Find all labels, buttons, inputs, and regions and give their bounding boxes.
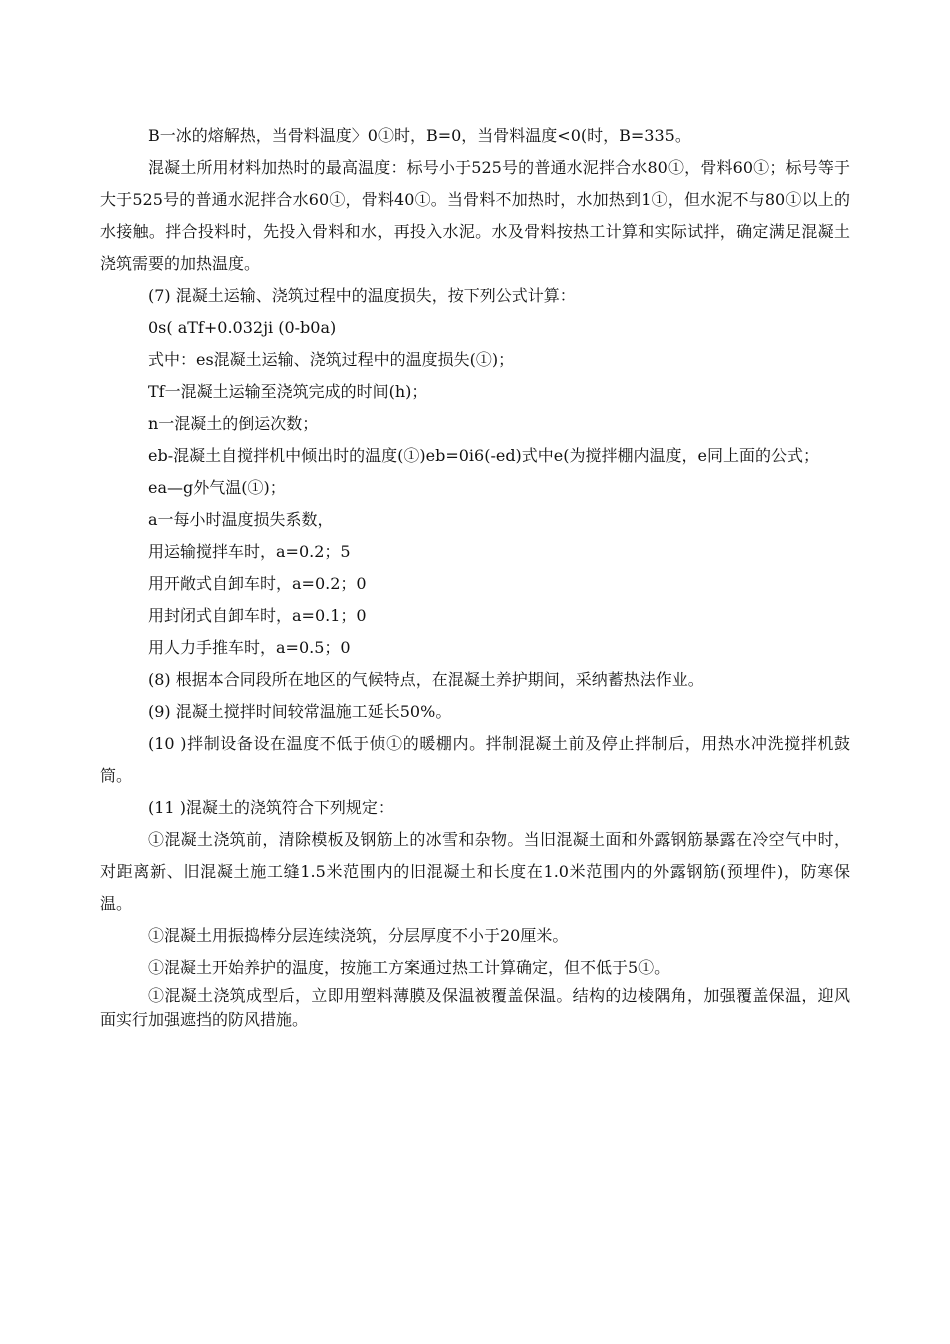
paragraph: 用封闭式自卸车时，a=0.1；0 bbox=[148, 606, 367, 625]
paragraph: (8) 根据本合同段所在地区的气候特点，在混凝土养护期间，采纳蓄热法作业。 bbox=[148, 670, 704, 689]
paragraph: B一冰的熔解热，当骨料温度〉0①时，B=0，当骨料温度<0(时，B=335。 bbox=[148, 126, 691, 145]
paragraph: ①混凝土浇筑前，清除模板及钢筋上的冰雪和杂物。当旧混凝土面和外露钢筋暴露在冷空气中时，对距离新、旧混凝土施工缝1.5米范围内的旧混凝土和长度在1.0米范围内的外露钢筋(预埋件)，防寒保温。 bbox=[100, 830, 850, 913]
paragraph: (7) 混凝土运输、浇筑过程中的温度损失，按下列公式计算： bbox=[148, 286, 576, 305]
document-body bbox=[100, 120, 850, 1032]
paragraph: ①混凝土用振捣棒分层连续浇筑，分层厚度不小于20厘米。 bbox=[148, 926, 569, 945]
paragraph: 式中：es混凝土运输、浇筑过程中的温度损失(①)； bbox=[148, 350, 515, 369]
paragraph: (9) 混凝土搅拌时间较常温施工延长50%。 bbox=[148, 702, 452, 721]
paragraph: n一混凝土的倒运次数； bbox=[148, 414, 319, 433]
paragraph: a一每小时温度损失系数， bbox=[148, 510, 334, 529]
paragraph: ①混凝土浇筑成型后，立即用塑料薄膜及保温被覆盖保温。结构的边棱隅角，加强覆盖保温，迎风面实行加强遮挡的防风措施。 bbox=[100, 986, 850, 1029]
paragraph: ea—g外气温(①)； bbox=[148, 478, 286, 497]
paragraph: Tf一混凝土运输至浇筑完成的时间(h)； bbox=[148, 382, 428, 401]
paragraph: 用开敞式自卸车时，a=0.2；0 bbox=[148, 574, 367, 593]
paragraph: 用运输搅拌车时，a=0.2；5 bbox=[148, 542, 351, 561]
paragraph: 混凝土所用材料加热时的最高温度：标号小于525号的普通水泥拌合水80①，骨料60①；标号等于大于525号的普通水泥拌合水60①，骨料40①。当骨料不加热时，水加热到1①，但水泥不与80①以上的水接触。拌合投料时，先投入骨料和水，再投入水泥。水及骨料按热工计算和实际试拌，确定满足混凝土浇筑需要的加热温度。 bbox=[100, 158, 850, 273]
formula: 0s( aTf+0.032ji (0-b0a) bbox=[148, 318, 337, 337]
paragraph: ①混凝土开始养护的温度，按施工方案通过热工计算确定，但不低于5①。 bbox=[148, 958, 671, 977]
paragraph: (10 )拌制设备设在温度不低于侦①的暖棚内。拌制混凝土前及停止拌制后，用热水冲洗搅拌机鼓筒。 bbox=[100, 734, 850, 785]
paragraph: (11 )混凝土的浇筑符合下列规定： bbox=[148, 798, 394, 817]
paragraph: 用人力手推车时，a=0.5；0 bbox=[148, 638, 351, 657]
paragraph: eb-混凝土自搅拌机中倾出时的温度(①)eb=0i6(-ed)式中e(为搅拌棚内温度，e同上面的公式； bbox=[148, 446, 819, 465]
